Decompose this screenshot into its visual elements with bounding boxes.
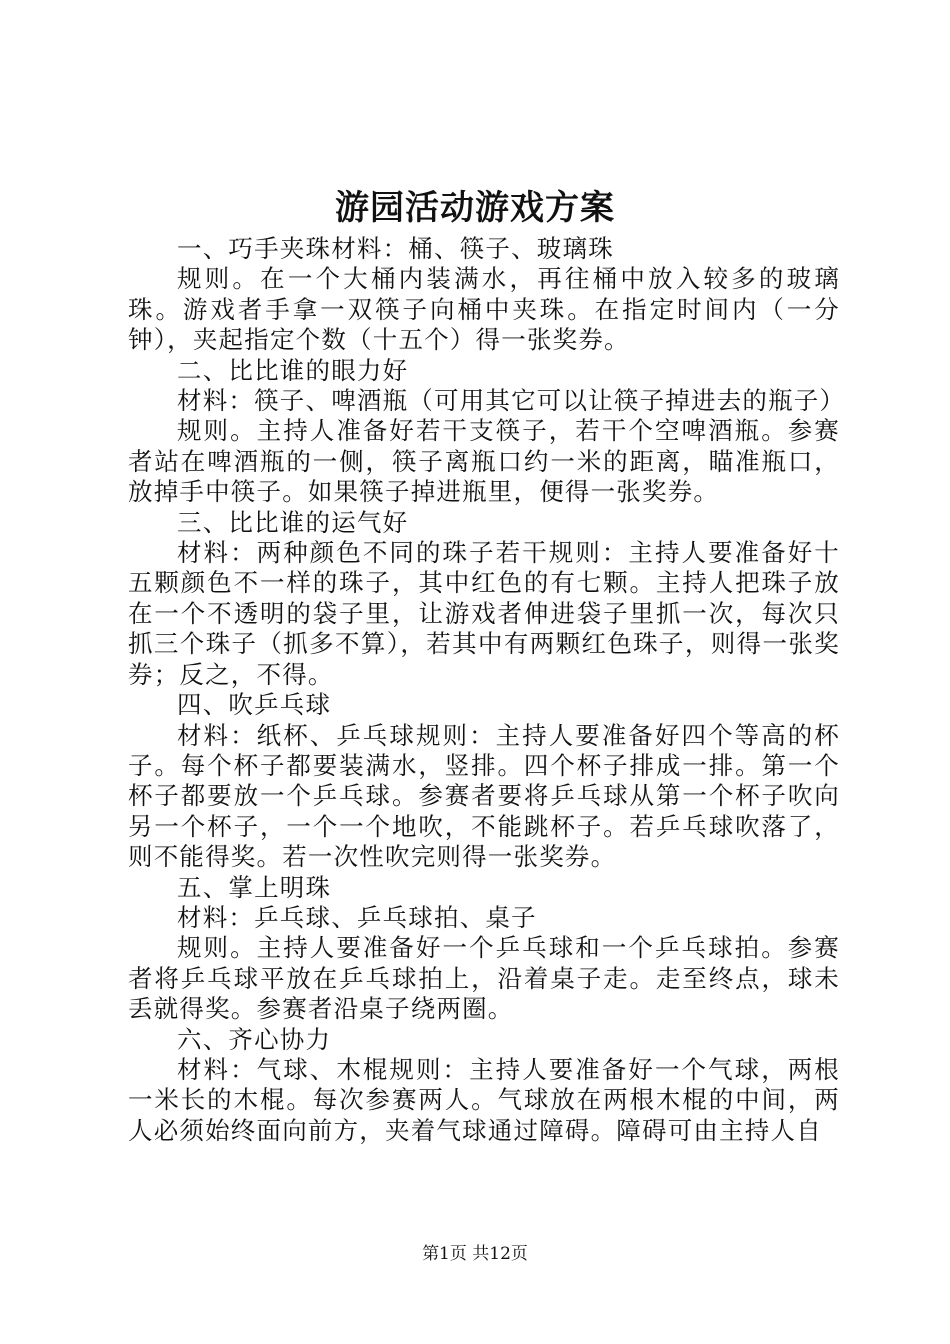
rule-paragraph: 规则。在一个大桶内装满水，再往桶中放入较多的玻璃珠。游戏者手拿一双筷子向桶中夹珠。在指定时间内（一分钟），夹起指定个数（十五个）得一张奖券。: [128, 264, 840, 355]
document-title: 游园活动游戏方案: [335, 188, 615, 228]
materials-paragraph: 材料：筷子、啤酒瓶（可用其它可以让筷子掉进去的瓶子）: [177, 386, 846, 416]
section-heading: 六、齐心协力: [177, 1024, 332, 1054]
materials-paragraph: 材料：气球、木棍规则：主持人要准备好一个气球，两根一米长的木棍。每次参赛两人。气球放在两根木棍的中间，两人必须始终面向前方，夹着气球通过障碍。障碍可由主持人自: [128, 1054, 840, 1145]
materials-paragraph: 材料：纸杯、乒乓球规则：主持人要准备好四个等高的杯子。每个杯子都要装满水，竖排。四个杯子排成一排。第一个杯子都要放一个乒乓球。参赛者要将乒乓球从第一个杯子吹向另一个杯子，一个一个地吹，不能跳杯子。若乒乓球吹落了，则不能得奖。若一次性吹完则得一张奖券。: [128, 720, 840, 872]
materials-paragraph: 材料：乒乓球、乒乓球拍、桌子: [177, 902, 537, 932]
document-body: [128, 234, 846, 1146]
page-number-footer: 第1页 共12页: [422, 1244, 528, 1264]
section-heading: 五、掌上明珠: [177, 872, 332, 902]
section-heading: 二、比比谁的眼力好: [177, 355, 409, 385]
rule-paragraph: 规则。主持人要准备好一个乒乓球和一个乒乓球拍。参赛者将乒乓球平放在乒乓球拍上，沿着桌子走。走至终点，球未丢就得奖。参赛者沿桌子绕两圈。: [128, 933, 840, 1024]
section-heading: 四、吹乒乓球: [177, 690, 332, 720]
materials-paragraph: 材料：两种颜色不同的珠子若干规则：主持人要准备好十五颗颜色不一样的珠子，其中红色的有七颗。主持人把珠子放在一个不透明的袋子里，让游戏者伸进袋子里抓一次，每次只抓三个珠子（抓多不算），若其中有两颗红色珠子，则得一张奖券；反之，不得。: [128, 538, 840, 689]
section-heading: 三、比比谁的运气好: [177, 507, 409, 537]
rule-paragraph: 规则。主持人准备好若干支筷子，若干个空啤酒瓶。参赛者站在啤酒瓶的一侧，筷子离瓶口约一米的距离，瞄准瓶口，放掉手中筷子。如果筷子掉进瓶里，便得一张奖券。: [128, 416, 840, 507]
section-heading: 一、巧手夹珠材料：桶、筷子、玻璃珠: [177, 234, 614, 263]
